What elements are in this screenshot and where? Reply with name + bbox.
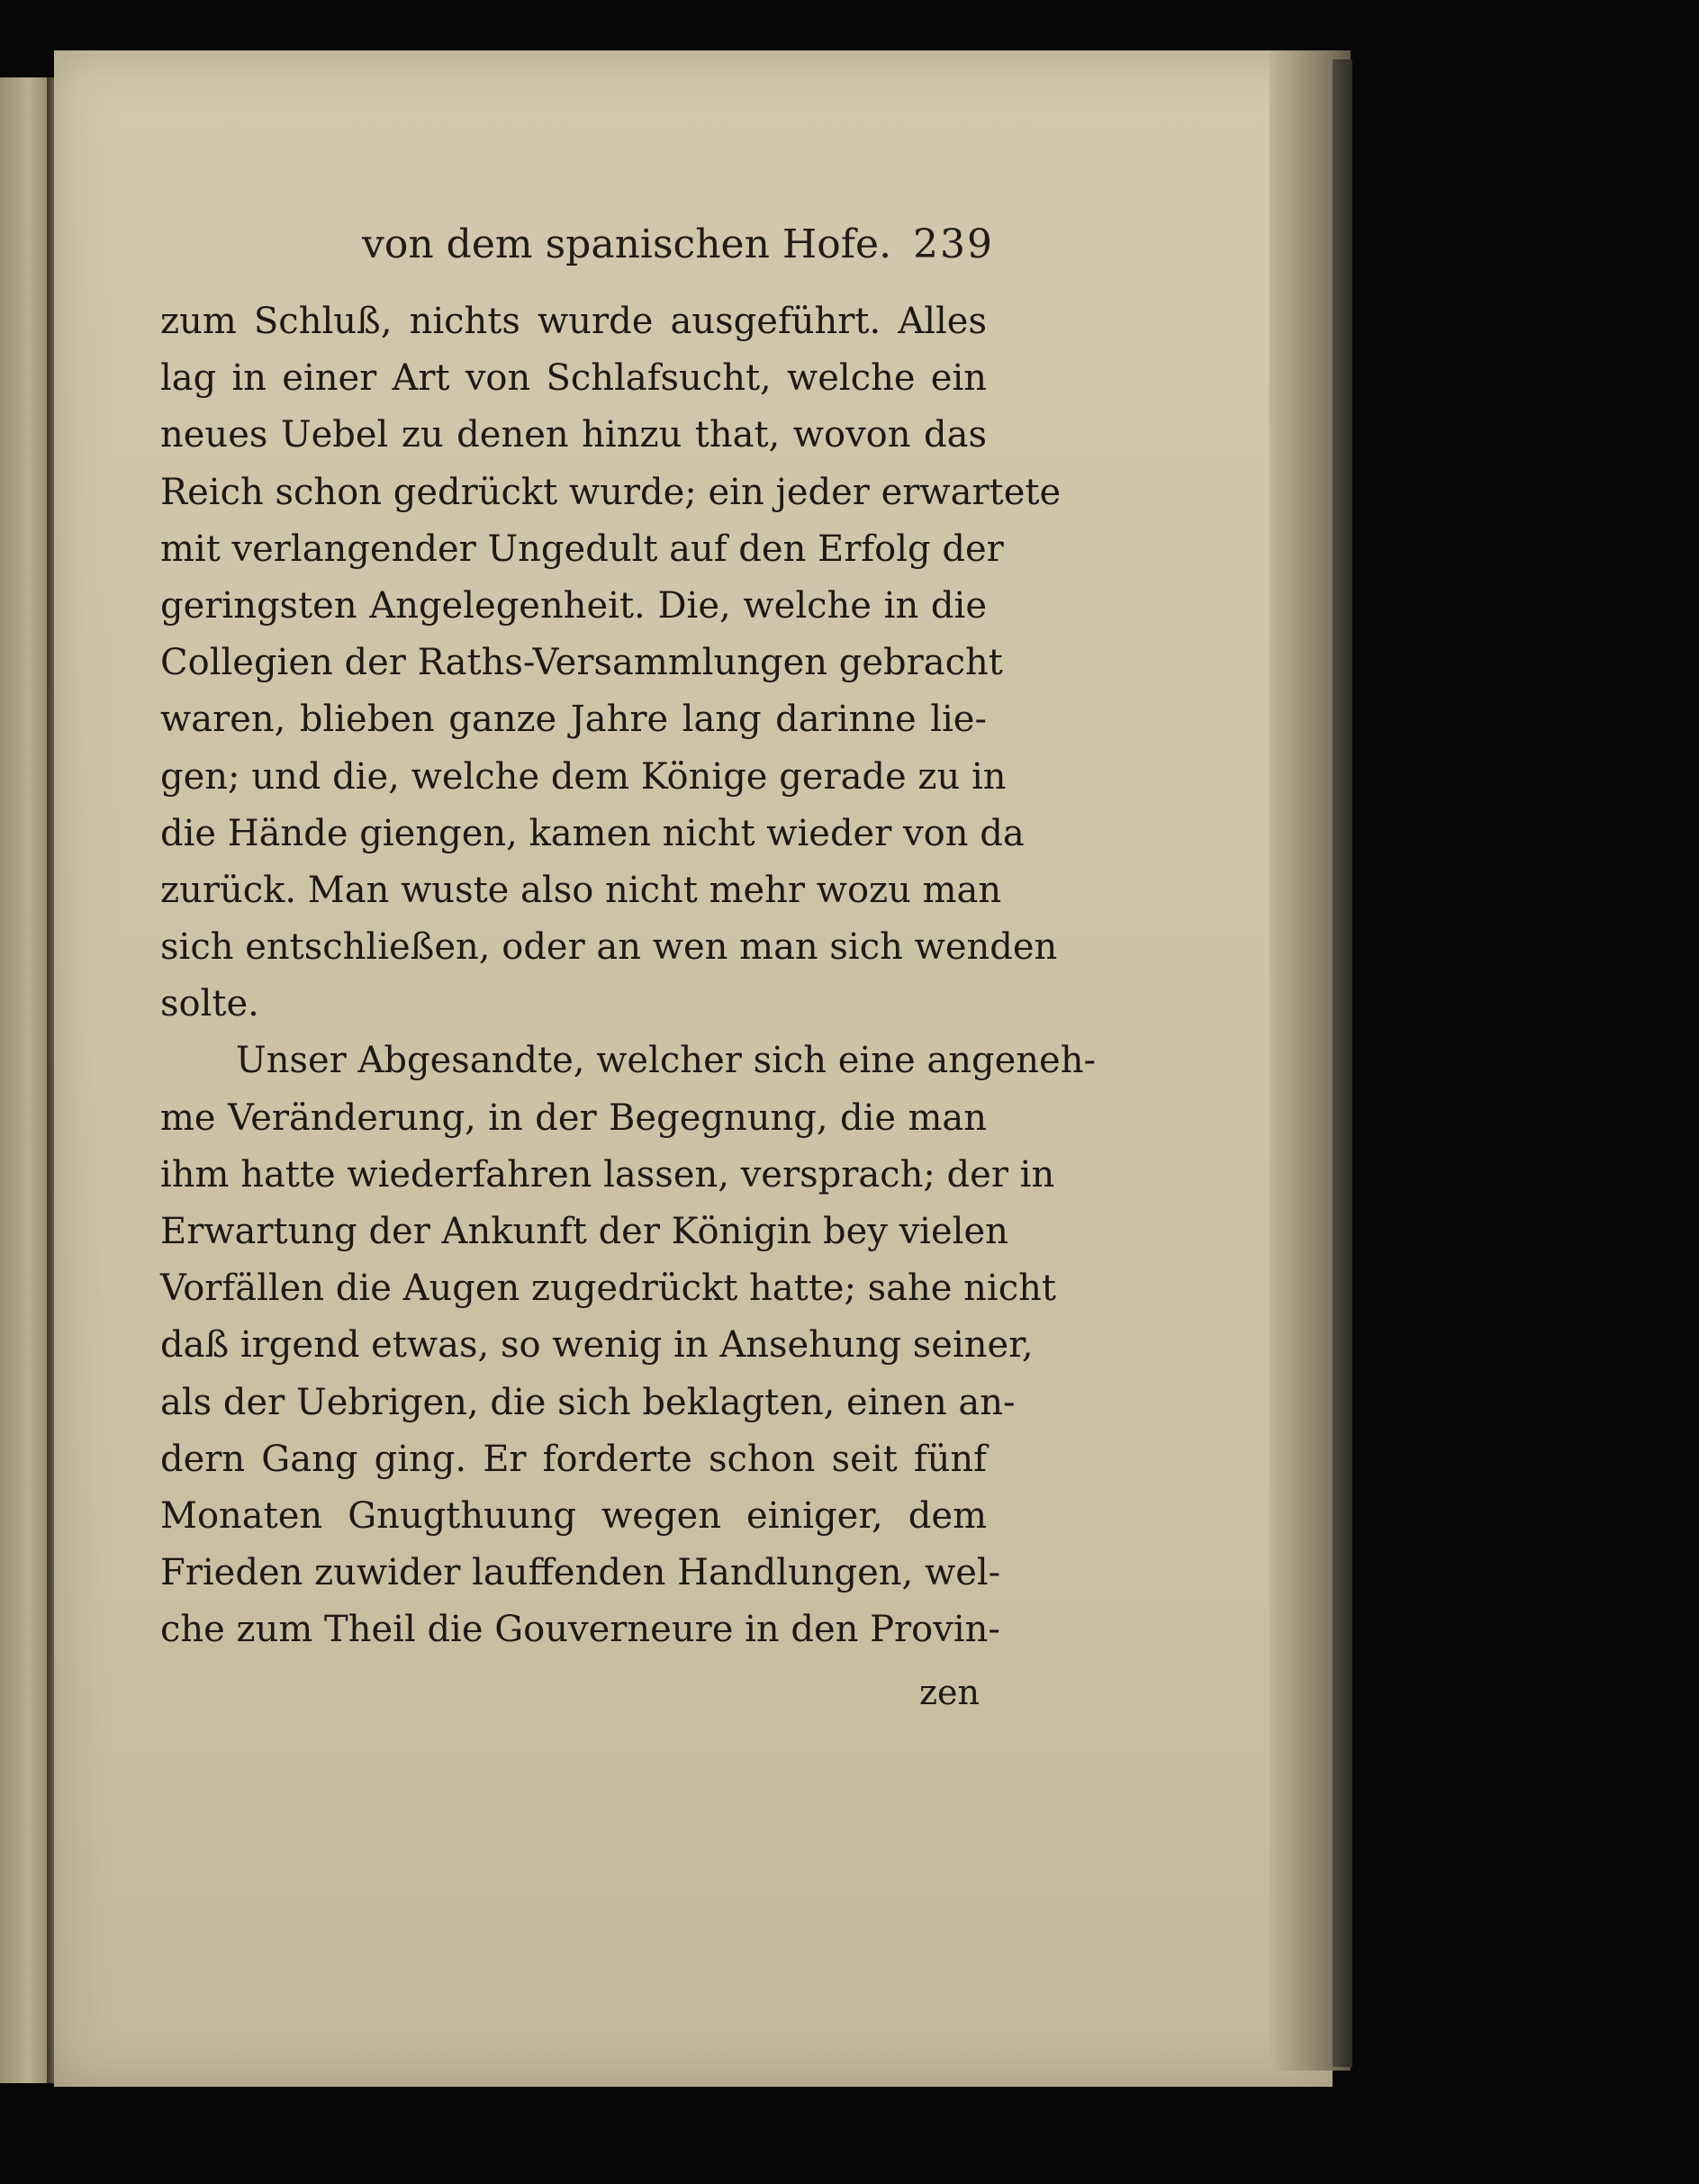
text-line: Unser Abgesandte, welcher sich eine angeneh-	[236, 1040, 1096, 1082]
text-line: dern Gang ging. Er forderte schon seit fünf	[160, 1438, 987, 1480]
text-line: solte.	[160, 983, 259, 1025]
text-line: Monaten Gnugthuung wegen einiger, dem	[160, 1494, 987, 1537]
text-line: zurück. Man wuste also nicht mehr wozu man	[160, 869, 1002, 911]
text-line: me Veränderung, in der Begegnung, die man	[160, 1097, 987, 1139]
text-line: geringsten Angelegenheit. Die, welche in die	[160, 584, 987, 627]
text-line: waren, blieben ganze Jahre lang darinne lie-	[160, 699, 987, 741]
text-block	[160, 212, 1096, 1721]
text-line: che zum Theil die Gouverneure in den Provin-	[160, 1609, 1000, 1651]
text-line: neues Uebel zu denen hinzu that, wovon das	[160, 414, 987, 456]
text-line: gen; und die, welche dem Könige gerade zu in	[160, 755, 1007, 798]
text-line: als der Uebrigen, die sich beklagten, einen an-	[160, 1381, 1016, 1423]
page-number: 239	[913, 221, 994, 267]
text-line: sich entschließen, oder an wen man sich wenden	[160, 926, 1058, 969]
running-head: von dem spanischen Hofe.	[362, 221, 892, 267]
text-line: lag in einer Art von Schlafsucht, welche ein	[160, 357, 987, 400]
text-line: mit verlangender Ungedult auf den Erfolg der	[160, 528, 1004, 570]
catchword: zen	[919, 1672, 980, 1712]
page-header	[160, 212, 994, 293]
text-line: Vorfällen die Augen zugedrückt hatte; sahe nicht	[160, 1268, 1056, 1310]
paragraph-1	[160, 293, 1062, 1033]
text-line: ihm hatte wiederfahren lassen, versprach; der in	[160, 1153, 1055, 1196]
text-line: Collegien der Raths-Versammlungen gebracht	[160, 642, 1003, 684]
text-line: Frieden zuwider lauffenden Handlungen, wel-	[160, 1552, 1001, 1594]
text-line: daß irgend etwas, so wenig in Ansehung seiner,	[160, 1324, 1034, 1367]
text-line: Erwartung der Ankunft der Königin bey vielen	[160, 1211, 1008, 1252]
facing-page-edge	[0, 77, 52, 2083]
page-stack-shadow	[1333, 59, 1352, 2067]
text-line: die Hände giengen, kamen nicht wieder von da	[160, 812, 1025, 854]
paragraph-2	[160, 1033, 1096, 1658]
text-line: zum Schluß, nichts wurde ausgeführt. Alles	[160, 301, 987, 342]
text-line: Reich schon gedrückt wurde; ein jeder erwartete	[160, 471, 1062, 513]
